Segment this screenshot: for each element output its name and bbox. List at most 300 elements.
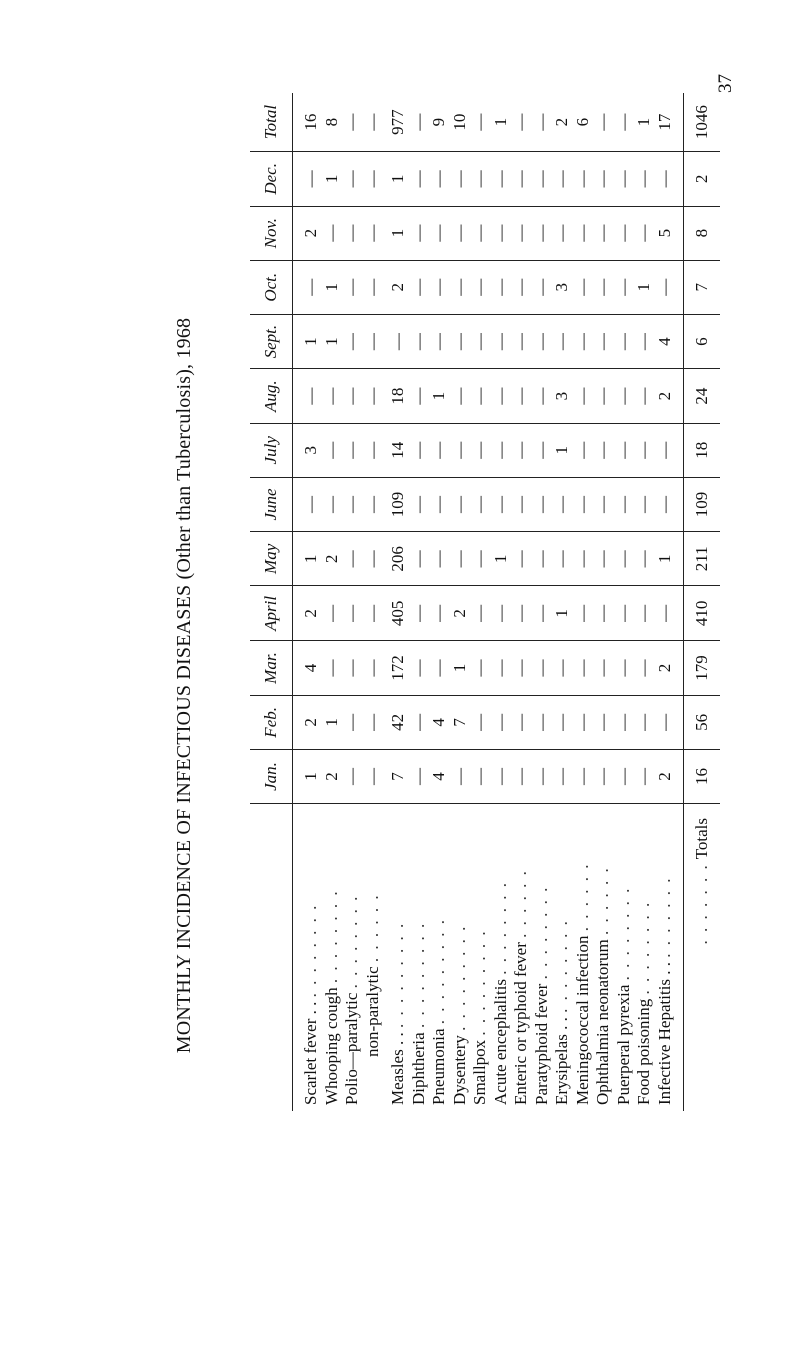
month-value-cell: — — [614, 641, 635, 695]
dot-leader: . . . . . . . . — [490, 880, 510, 975]
month-value-cell: — — [634, 423, 655, 477]
table-row — [342, 93, 363, 1111]
month-value-cell: — — [552, 152, 573, 206]
month-value-cell: — — [532, 586, 553, 641]
month-value-cell: — — [593, 532, 614, 586]
disease-name: Erysipelas . . — [552, 1017, 571, 1105]
disease-name: non-paralytic — [362, 966, 382, 1057]
total-dec: 2 — [684, 152, 721, 206]
disease-name: Acute encephalitis — [490, 978, 510, 1105]
totals-label: Totals — [692, 817, 711, 860]
disease-name-cell — [634, 803, 655, 1111]
table-row — [322, 93, 343, 1111]
month-value-cell: — — [429, 641, 450, 695]
month-value-cell: — — [511, 532, 532, 586]
month-value-cell: — — [552, 641, 573, 695]
month-value-cell: 2 — [301, 206, 322, 260]
month-value-cell: — — [593, 586, 614, 641]
total-apr: 410 — [684, 586, 721, 641]
dot-leader: . . . . . . . . . — [388, 921, 407, 1029]
spacer-cell — [675, 532, 684, 586]
month-value-cell: — — [655, 477, 676, 531]
disease-name: Diphtheria — [408, 1032, 428, 1105]
month-value-cell: — — [450, 423, 471, 477]
month-value-cell: — — [491, 749, 512, 803]
spacer-cell — [675, 749, 684, 803]
table-row — [573, 93, 594, 1111]
dot-leader: . . . . . . . . — [634, 900, 653, 995]
month-value-cell: — — [655, 152, 676, 206]
month-value-cell: — — [301, 152, 322, 206]
total-jun: 109 — [684, 477, 721, 531]
month-value-cell: 1 — [655, 532, 676, 586]
month-value-cell: 2 — [655, 641, 676, 695]
month-value-cell: — — [614, 260, 635, 314]
table-row — [363, 93, 384, 1111]
dot-leader: . . . . . . . . — [552, 919, 571, 1013]
month-value-cell: — — [342, 695, 363, 749]
header-total: Total — [250, 93, 293, 152]
row-total-cell: — — [409, 93, 430, 152]
disease-name: Smallpox — [470, 1039, 489, 1105]
spacer-cell — [675, 152, 684, 206]
month-value-cell: 1 — [429, 369, 450, 423]
month-value-cell: — — [573, 206, 594, 260]
month-value-cell: 3 — [552, 369, 573, 423]
month-value-cell: — — [301, 477, 322, 531]
month-value-cell: — — [532, 260, 553, 314]
month-value-cell: 1 — [301, 314, 322, 369]
disease-name-cell — [429, 803, 450, 1111]
header-sep: Sept. — [250, 314, 293, 369]
spacer-cell — [293, 586, 302, 641]
table-row — [301, 93, 322, 1111]
dot-leader: . . . . . . . — [654, 876, 674, 958]
month-value-cell: — — [614, 695, 635, 749]
month-value-cell: — — [342, 369, 363, 423]
spacer-cell — [293, 369, 302, 423]
month-value-cell: 3 — [552, 260, 573, 314]
month-value-cell: — — [470, 423, 491, 477]
row-total-cell: 977 — [388, 93, 409, 152]
month-value-cell: — — [593, 641, 614, 695]
month-value-cell: — — [491, 206, 512, 260]
row-total-cell: 1 — [634, 93, 655, 152]
dot-leader: . . . . . . — [572, 862, 592, 932]
disease-name: Measles . . — [388, 1032, 407, 1105]
month-value-cell: 1 — [322, 260, 343, 314]
month-value-cell: — — [470, 314, 491, 369]
month-value-cell: 4 — [429, 695, 450, 749]
disease-name: Paratyphoid fever — [531, 983, 551, 1105]
table-row — [511, 93, 532, 1111]
incidence-table — [250, 93, 720, 1111]
disease-name: Food poisoning — [634, 998, 653, 1105]
month-value-cell: 14 — [388, 423, 409, 477]
totals-leader: . . . . . . . — [692, 863, 711, 945]
month-value-cell: 2 — [322, 749, 343, 803]
spacer-cell — [293, 93, 302, 152]
month-value-cell: — — [363, 314, 384, 369]
header-row — [250, 93, 293, 1111]
month-value-cell: 42 — [388, 695, 409, 749]
month-value-cell: 2 — [655, 749, 676, 803]
month-value-cell: — — [634, 641, 655, 695]
month-value-cell: — — [634, 586, 655, 641]
month-value-cell: — — [552, 749, 573, 803]
disease-name-cell — [532, 803, 553, 1111]
disease-name-cell — [593, 803, 614, 1111]
table-row — [614, 93, 635, 1111]
disease-name: Enteric or typhoid fever — [511, 942, 530, 1105]
month-value-cell: — — [342, 152, 363, 206]
spacer-cell — [293, 695, 302, 749]
month-value-cell: — — [573, 369, 594, 423]
row-spacer — [293, 93, 302, 1111]
month-value-cell: 1 — [491, 532, 512, 586]
month-value-cell: — — [614, 152, 635, 206]
month-value-cell: — — [511, 423, 532, 477]
month-value-cell: — — [614, 369, 635, 423]
month-value-cell: — — [450, 477, 471, 531]
month-value-cell: — — [491, 695, 512, 749]
month-value-cell: — — [511, 695, 532, 749]
row-total-cell: — — [342, 93, 363, 152]
header-jun: June — [250, 477, 293, 531]
month-value-cell: — — [573, 152, 594, 206]
table-row — [552, 93, 573, 1111]
month-value-cell: — — [450, 314, 471, 369]
month-value-cell: — — [593, 314, 614, 369]
month-value-cell: — — [363, 641, 384, 695]
month-value-cell: — — [470, 532, 491, 586]
row-total-cell: 1 — [491, 93, 512, 152]
month-value-cell: 3 — [301, 423, 322, 477]
header-jul: July — [250, 423, 293, 477]
spacer-cell — [675, 93, 684, 152]
spacer-cell — [293, 477, 302, 531]
header-feb: Feb. — [250, 695, 293, 749]
dot-leader: . . . . . . . . . — [449, 924, 469, 1031]
row-total-cell: 17 — [655, 93, 676, 152]
month-value-cell: — — [363, 369, 384, 423]
spacer-cell — [675, 369, 684, 423]
row-total-cell: 6 — [573, 93, 594, 152]
month-value-cell: — — [552, 532, 573, 586]
disease-name: Pneumonia — [429, 1028, 448, 1105]
table-row — [634, 93, 655, 1111]
row-total-cell: — — [511, 93, 532, 152]
header-oct: Oct. — [250, 260, 293, 314]
header-nov: Nov. — [250, 206, 293, 260]
table-row — [388, 93, 409, 1111]
row-total-cell: 9 — [429, 93, 450, 152]
spacer-cell — [293, 749, 302, 803]
total-may: 211 — [684, 532, 721, 586]
month-value-cell: 1 — [388, 152, 409, 206]
disease-name-cell — [552, 803, 573, 1111]
page-number: 37 — [715, 74, 736, 93]
month-value-cell: — — [470, 749, 491, 803]
month-value-cell: 4 — [429, 749, 450, 803]
header-dec: Dec. — [250, 152, 293, 206]
month-value-cell: — — [634, 152, 655, 206]
dot-leader: . . . . . . . . . — [408, 921, 428, 1029]
disease-name-cell — [573, 803, 594, 1111]
spacer-cell — [293, 260, 302, 314]
month-value-cell: — — [429, 206, 450, 260]
month-value-cell: — — [470, 477, 491, 531]
month-value-cell: — — [634, 695, 655, 749]
month-value-cell: 1 — [634, 260, 655, 314]
dot-leader: . . . . . . . . — [342, 894, 361, 989]
month-value-cell: — — [573, 314, 594, 369]
month-value-cell: — — [470, 641, 491, 695]
month-value-cell: — — [342, 749, 363, 803]
month-value-cell: — — [511, 314, 532, 369]
month-value-cell: 1 — [552, 586, 573, 641]
month-value-cell: 1 — [450, 641, 471, 695]
disease-name-cell — [322, 803, 343, 1111]
spacer-cell — [675, 314, 684, 369]
dot-leader: . . . . . . — [511, 869, 530, 938]
month-value-cell: — — [450, 152, 471, 206]
row-total-cell: — — [470, 93, 491, 152]
month-value-cell: — — [552, 314, 573, 369]
table-row — [409, 93, 430, 1111]
month-value-cell: — — [634, 206, 655, 260]
disease-name-cell — [614, 803, 635, 1111]
table-row — [470, 93, 491, 1111]
header-may: May — [250, 532, 293, 586]
month-value-cell: — — [552, 695, 573, 749]
row-total-cell: — — [593, 93, 614, 152]
month-value-cell: — — [552, 206, 573, 260]
month-value-cell: — — [363, 260, 384, 314]
disease-name: Whooping cough — [321, 987, 341, 1105]
month-value-cell: — — [409, 477, 430, 531]
month-value-cell: — — [614, 477, 635, 531]
month-value-cell: — — [450, 532, 471, 586]
disease-name-cell — [342, 803, 363, 1111]
month-value-cell: — — [511, 206, 532, 260]
total-sep: 6 — [684, 314, 721, 369]
month-value-cell: — — [363, 477, 384, 531]
disease-name-cell — [409, 803, 430, 1111]
total-feb: 56 — [684, 695, 721, 749]
month-value-cell: — — [593, 477, 614, 531]
totals-row — [684, 93, 721, 1111]
month-value-cell: — — [593, 423, 614, 477]
total-jul: 18 — [684, 423, 721, 477]
dot-leader: . . . . . . — [362, 893, 382, 963]
table-row — [450, 93, 471, 1111]
dot-leader: . . . . . . . . — [301, 903, 320, 998]
month-value-cell: — — [429, 586, 450, 641]
table-row — [532, 93, 553, 1111]
month-value-cell: — — [532, 532, 553, 586]
spacer-cell — [675, 260, 684, 314]
month-value-cell: — — [342, 532, 363, 586]
spacer-cell — [675, 586, 684, 641]
month-value-cell: — — [511, 369, 532, 423]
month-value-cell: — — [655, 260, 676, 314]
month-value-cell: — — [363, 423, 384, 477]
month-value-cell: — — [573, 749, 594, 803]
disease-name: Ophthalmia neonatorum — [593, 939, 612, 1105]
disease-name-cell — [655, 803, 676, 1111]
page-title: MONTHLY INCIDENCE OF INFECTIOUS DISEASES (Other than Tuberculosis), 1968 — [173, 317, 195, 1054]
month-value-cell: 405 — [388, 586, 409, 641]
spacer-cell — [293, 314, 302, 369]
total-mar: 179 — [684, 641, 721, 695]
month-value-cell: 2 — [301, 586, 322, 641]
month-value-cell: 2 — [322, 532, 343, 586]
dot-leader: . . . . . . . . . — [470, 929, 489, 1036]
month-value-cell: 18 — [388, 369, 409, 423]
dot-leader: . . . . . . . . . — [429, 918, 448, 1025]
month-value-cell: — — [470, 369, 491, 423]
spacer-cell — [675, 803, 684, 1111]
month-value-cell: — — [491, 152, 512, 206]
month-value-cell: — — [322, 423, 343, 477]
month-value-cell: — — [532, 695, 553, 749]
spacer-cell — [293, 532, 302, 586]
month-value-cell: — — [655, 695, 676, 749]
total-oct: 7 — [684, 260, 721, 314]
month-value-cell: 1 — [322, 314, 343, 369]
month-value-cell: — — [363, 695, 384, 749]
disease-name-cell — [301, 803, 322, 1111]
month-value-cell: — — [409, 152, 430, 206]
row-total-cell: — — [363, 93, 384, 152]
row-total-cell: — — [614, 93, 635, 152]
month-value-cell: — — [532, 152, 553, 206]
row-total-cell: 10 — [450, 93, 471, 152]
month-value-cell: — — [532, 206, 553, 260]
month-value-cell: — — [342, 206, 363, 260]
month-value-cell: — — [511, 477, 532, 531]
month-value-cell: 4 — [655, 314, 676, 369]
month-value-cell: — — [655, 586, 676, 641]
grand-total: 1046 — [684, 93, 721, 152]
spacer-cell — [293, 152, 302, 206]
month-value-cell: — — [342, 641, 363, 695]
month-value-cell: — — [614, 314, 635, 369]
disease-name: Dysentery — [449, 1035, 469, 1105]
month-value-cell: — — [450, 206, 471, 260]
dot-leader: . . . . . . . . — [321, 889, 341, 984]
month-value-cell: — — [409, 206, 430, 260]
disease-name-cell — [511, 803, 532, 1111]
month-value-cell: 1 — [301, 749, 322, 803]
month-value-cell: — — [363, 206, 384, 260]
month-value-cell: — — [511, 586, 532, 641]
month-value-cell: — — [322, 206, 343, 260]
month-value-cell: — — [532, 423, 553, 477]
month-value-cell: 2 — [655, 369, 676, 423]
month-value-cell: — — [593, 749, 614, 803]
month-value-cell: — — [511, 152, 532, 206]
month-value-cell: — — [342, 586, 363, 641]
header-aug: Aug. — [250, 369, 293, 423]
month-value-cell: — — [301, 369, 322, 423]
table-row — [491, 93, 512, 1111]
spacer-cell — [675, 477, 684, 531]
month-value-cell: — — [593, 369, 614, 423]
month-value-cell: 1 — [322, 695, 343, 749]
month-value-cell: — — [409, 369, 430, 423]
month-value-cell: — — [322, 586, 343, 641]
month-value-cell: — — [409, 314, 430, 369]
month-value-cell: — — [470, 206, 491, 260]
month-value-cell: — — [532, 314, 553, 369]
month-value-cell: — — [363, 532, 384, 586]
month-value-cell: — — [409, 749, 430, 803]
month-value-cell: — — [655, 423, 676, 477]
total-nov: 8 — [684, 206, 721, 260]
dot-leader: . . . . . . — [593, 866, 612, 936]
month-value-cell: — — [322, 369, 343, 423]
spacer-cell — [675, 206, 684, 260]
spacer-cell — [293, 423, 302, 477]
spacer-cell — [293, 641, 302, 695]
month-value-cell: — — [429, 260, 450, 314]
table-body — [293, 93, 684, 1111]
month-value-cell: — — [593, 260, 614, 314]
month-value-cell: — — [634, 749, 655, 803]
month-value-cell: — — [429, 152, 450, 206]
month-value-cell: — — [593, 206, 614, 260]
month-value-cell: — — [363, 152, 384, 206]
month-value-cell: — — [429, 532, 450, 586]
spacer-cell — [675, 695, 684, 749]
month-value-cell: 172 — [388, 641, 409, 695]
month-value-cell: — — [322, 641, 343, 695]
month-value-cell: — — [573, 260, 594, 314]
month-value-cell: 2 — [450, 586, 471, 641]
month-value-cell: — — [470, 152, 491, 206]
month-value-cell: — — [363, 749, 384, 803]
month-value-cell: — — [573, 586, 594, 641]
disease-name-cell — [388, 803, 409, 1111]
row-total-cell: 2 — [552, 93, 573, 152]
month-value-cell: — — [593, 152, 614, 206]
row-total-cell: 8 — [322, 93, 343, 152]
month-value-cell: — — [409, 260, 430, 314]
row-spacer — [675, 93, 684, 1111]
month-value-cell: — — [614, 423, 635, 477]
month-value-cell: — — [491, 369, 512, 423]
month-value-cell: — — [450, 260, 471, 314]
month-value-cell: — — [470, 260, 491, 314]
totals-label-cell — [684, 803, 721, 1111]
total-jan: 16 — [684, 749, 721, 803]
month-value-cell: 2 — [388, 260, 409, 314]
disease-name-cell — [363, 803, 384, 1111]
disease-name-cell — [491, 803, 512, 1111]
month-value-cell: — — [634, 477, 655, 531]
month-value-cell: — — [491, 314, 512, 369]
month-value-cell: 206 — [388, 532, 409, 586]
month-value-cell: — — [409, 586, 430, 641]
month-value-cell: — — [409, 641, 430, 695]
month-value-cell: — — [409, 532, 430, 586]
header-mar: Mar. — [250, 641, 293, 695]
disease-column-header — [250, 803, 293, 1111]
month-value-cell: — — [614, 749, 635, 803]
month-value-cell: — — [634, 314, 655, 369]
